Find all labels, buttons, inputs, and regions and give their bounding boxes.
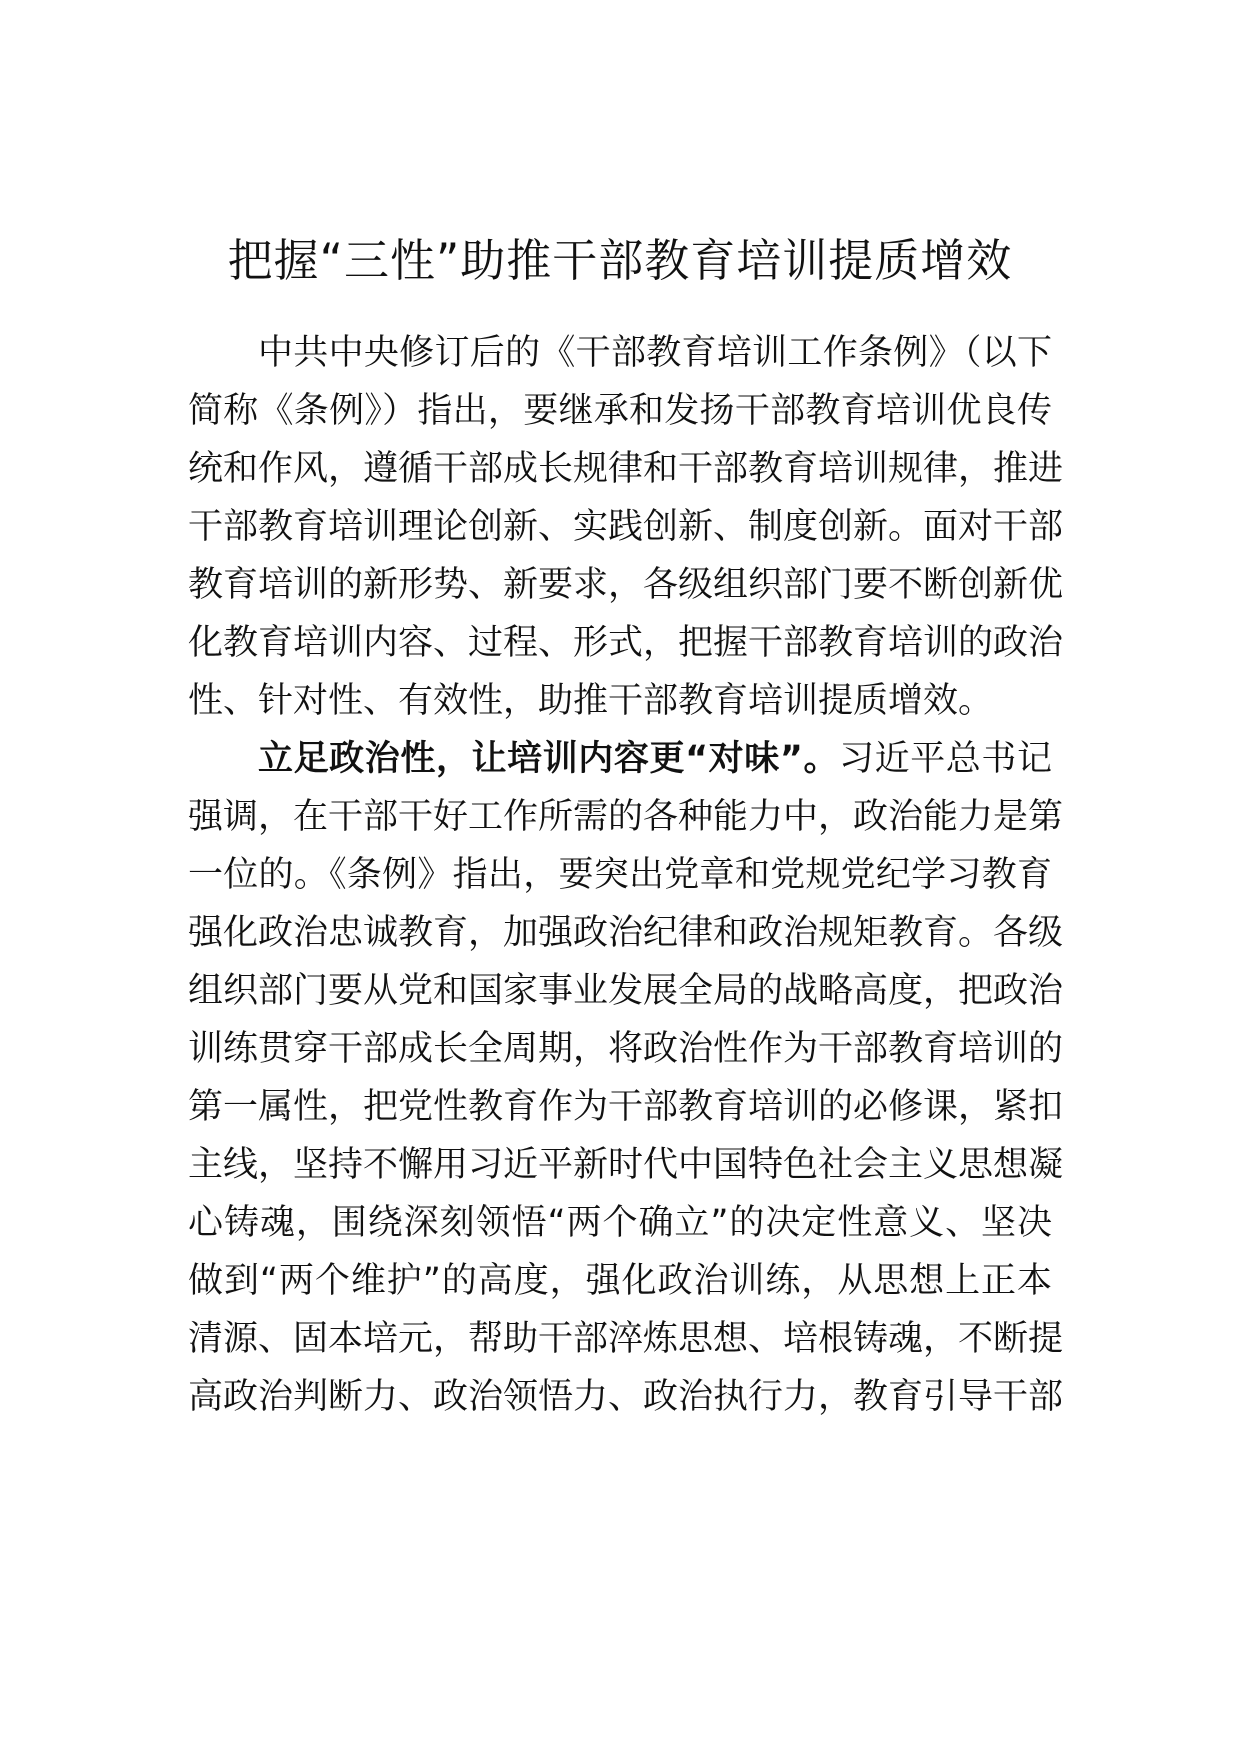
paragraph-line: 第一属性，把党性教育作为干部教育培训的必修课，紧扣 [188, 1087, 1064, 1127]
paragraph-line: 中共中央修订后的《干部教育培训工作条例》（以下 [258, 333, 1052, 373]
paragraph-line: 强调，在干部干好工作所需的各种能力中，政治能力是第 [188, 797, 1064, 837]
paragraph-line: 心铸魂，围绕深刻领悟“两个确立”的决定性意义、坚决 [188, 1203, 1052, 1243]
paragraph-line: 简称《条例》）指出，要继承和发扬干部教育培训优良传 [188, 391, 1052, 431]
paragraph-line: 性、针对性、有效性，助推干部教育培训提质增效。 [188, 681, 994, 721]
paragraph-line: 高政治判断力、政治领悟力、政治执行力，教育引导干部 [188, 1377, 1064, 1417]
paragraph-line: 组织部门要从党和国家事业发展全局的战略高度，把政治 [188, 971, 1064, 1011]
paragraph-line: 训练贯穿干部成长全周期，将政治性作为干部教育培训的 [188, 1029, 1064, 1069]
paragraph-line: 一位的。《条例》指出，要突出党章和党规党纪学习教育 [188, 855, 1052, 895]
paragraph-line-rest: 习近平总书记 [839, 739, 1052, 779]
paragraph-line: 统和作风，遵循干部成长规律和干部教育培训规律，推进 [188, 449, 1064, 489]
paragraph-line: 主线，坚持不懈用习近平新时代中国特色社会主义思想凝 [188, 1145, 1064, 1185]
document-title: 把握“三性”助推干部教育培训提质增效 [227, 234, 1013, 287]
paragraph-lead-sentence: 立足政治性，让培训内容更“对味”。 [258, 739, 840, 779]
paragraph-line: 强化政治忠诚教育，加强政治纪律和政治规矩教育。各级 [188, 913, 1064, 953]
paragraph-line: 做到“两个维护”的高度，强化政治训练，从思想上正本 [188, 1261, 1052, 1301]
paragraph-line-with-lead [258, 726, 1052, 792]
paragraph-line: 清源、固本培元，帮助干部淬炼思想、培根铸魂，不断提 [188, 1319, 1064, 1359]
paragraph-line: 干部教育培训理论创新、实践创新、制度创新。面对干部 [188, 507, 1064, 547]
paragraph-line: 化教育培训内容、过程、形式，把握干部教育培训的政治 [188, 623, 1064, 663]
paragraph-line: 教育培训的新形势、新要求，各级组织部门要不断创新优 [188, 565, 1064, 605]
